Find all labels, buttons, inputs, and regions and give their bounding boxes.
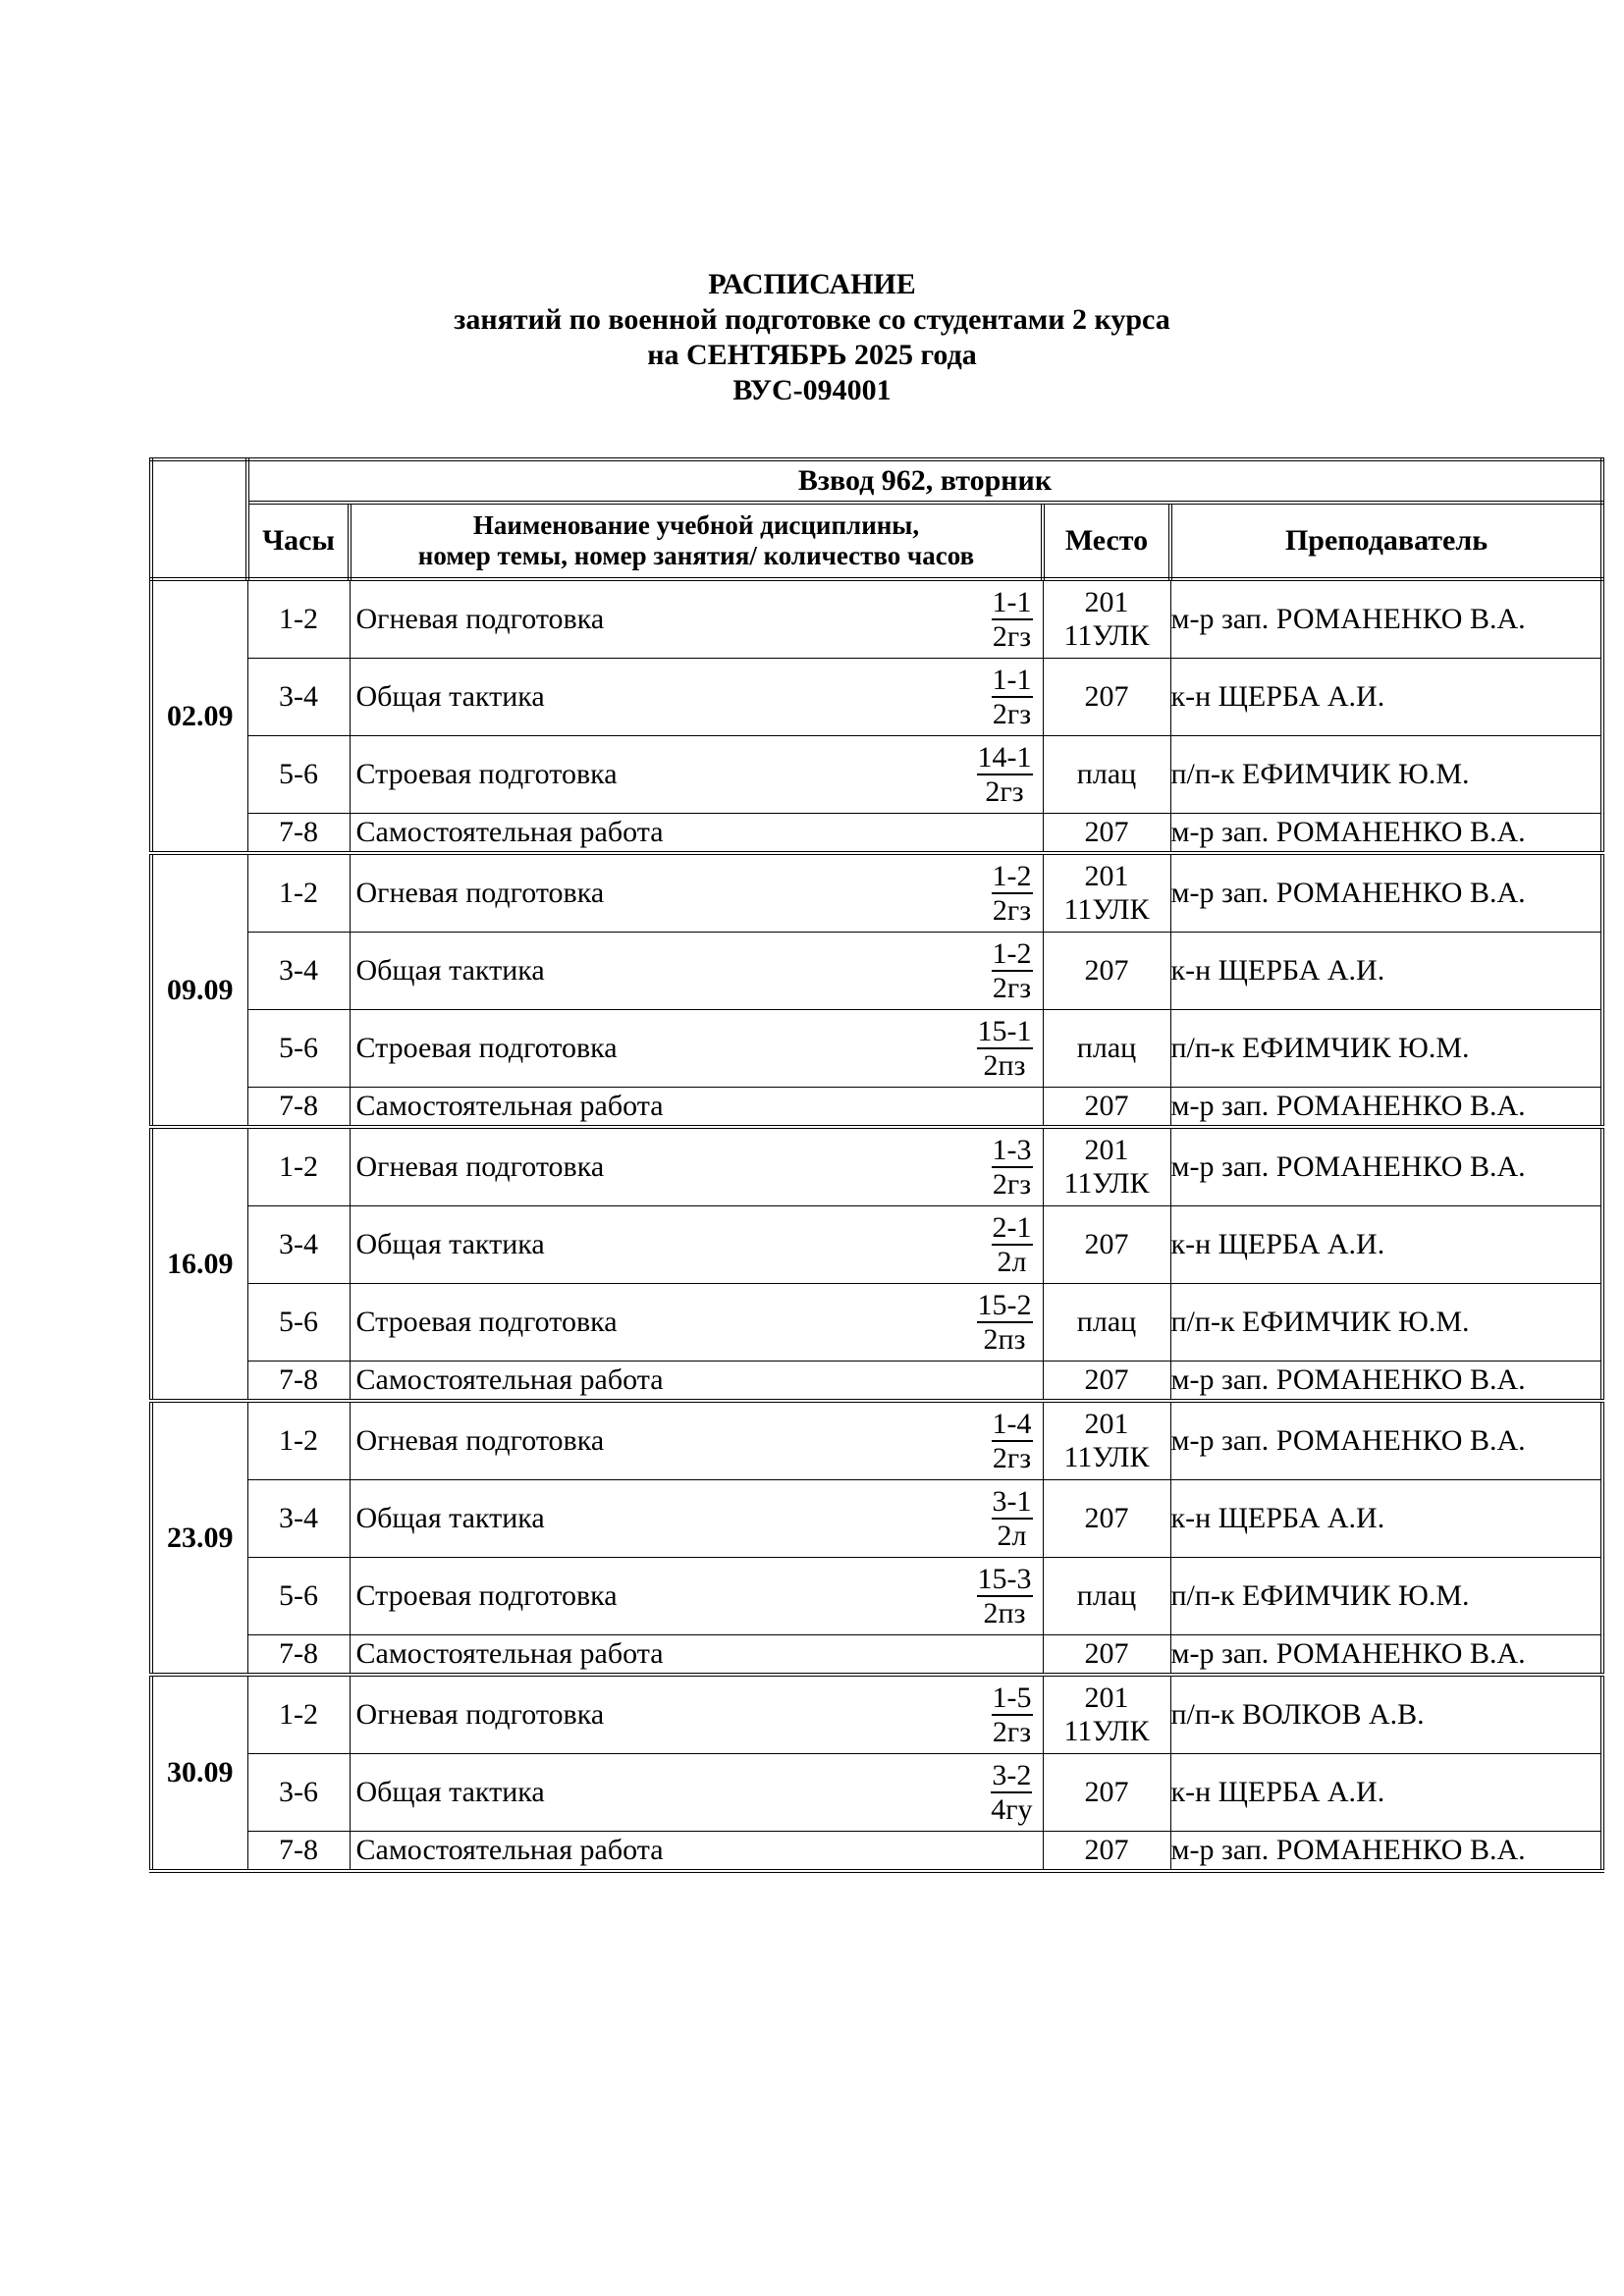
building-name: 11УЛК	[1063, 1167, 1150, 1200]
lesson-hours-type: 2гз	[985, 774, 1024, 808]
date-cell: 23.09	[151, 1401, 247, 1675]
table-row	[151, 736, 1602, 814]
date-cell: 02.09	[151, 579, 247, 853]
lesson-hours-type: 2гз	[992, 697, 1032, 730]
date-cell: 30.09	[151, 1675, 247, 1871]
room-number: 207	[1084, 1834, 1129, 1866]
date-cell: 16.09	[151, 1127, 247, 1401]
teacher-cell: п/п-к ВОЛКОВ А.В.	[1170, 1675, 1602, 1754]
topic-fraction	[992, 860, 1033, 928]
subject-name: Самостоятельная работа	[355, 1363, 664, 1396]
topic-fraction	[992, 586, 1033, 654]
hours-cell: 7-8	[247, 814, 350, 854]
hours-cell: 1-2	[247, 1675, 350, 1754]
topic-number: 15-2	[977, 1288, 1032, 1321]
place-cell	[1043, 659, 1170, 736]
building-name: 11УЛК	[1063, 1715, 1150, 1747]
subject-name: Самостоятельная работа	[355, 1090, 664, 1122]
room-number: 207	[1084, 816, 1129, 848]
room-number: 207	[1084, 954, 1129, 987]
teacher-cell: м-р зап. РОМАНЕНКО В.А.	[1170, 1127, 1602, 1206]
topic-fraction	[992, 1408, 1033, 1475]
table-row	[151, 1362, 1602, 1402]
subject-name: Строевая подготовка	[355, 758, 618, 790]
table-row	[151, 1635, 1602, 1676]
room-number: 207	[1084, 1502, 1129, 1534]
subject-header	[350, 503, 1043, 579]
subject-name: Огневая подготовка	[355, 877, 605, 909]
teacher-cell: к-н ЩЕРБА А.И.	[1170, 1754, 1602, 1832]
teacher-cell: м-р зап. РОМАНЕНКО В.А.	[1170, 814, 1602, 854]
place-cell	[1043, 814, 1170, 854]
topic-number: 2-1	[992, 1210, 1032, 1244]
teacher-cell: п/п-к ЕФИМЧИК Ю.М.	[1170, 736, 1602, 814]
building-name: 11УЛК	[1063, 619, 1150, 652]
lesson-hours-type: 2л	[997, 1519, 1027, 1552]
hours-cell: 1-2	[247, 853, 350, 933]
hours-cell: 5-6	[247, 1010, 350, 1088]
lesson-hours-type: 4гу	[991, 1792, 1033, 1826]
table-row	[151, 933, 1602, 1010]
topic-number: 14-1	[977, 740, 1032, 774]
document-specialty-code: ВУС-094001	[732, 374, 892, 406]
room-number: плац	[1076, 1579, 1137, 1612]
teacher-cell: п/п-к ЕФИМЧИК Ю.М.	[1170, 1558, 1602, 1635]
lesson-hours-type: 2пз	[983, 1322, 1026, 1356]
document-title: РАСПИСАНИЕ	[708, 268, 916, 300]
topic-number: 3-1	[992, 1484, 1032, 1518]
room-number: 207	[1084, 680, 1129, 713]
hours-cell: 7-8	[247, 1088, 350, 1128]
lesson-hours-type: 2пз	[983, 1596, 1026, 1629]
hours-cell: 5-6	[247, 736, 350, 814]
room-number: 207	[1084, 1228, 1129, 1260]
topic-number: 1-2	[992, 936, 1032, 970]
table-row	[151, 1754, 1602, 1832]
table-row	[151, 579, 1602, 659]
hours-cell: 1-2	[247, 1127, 350, 1206]
room-number: плац	[1076, 1032, 1137, 1064]
topic-fraction	[991, 1759, 1032, 1827]
hours-cell: 3-4	[247, 1206, 350, 1284]
hours-cell: 3-4	[247, 659, 350, 736]
lesson-hours-type: 2пз	[983, 1048, 1026, 1082]
place-header: Место	[1043, 503, 1170, 579]
teacher-cell: п/п-к ЕФИМЧИК Ю.М.	[1170, 1010, 1602, 1088]
teacher-cell: м-р зап. РОМАНЕНКО В.А.	[1170, 1088, 1602, 1128]
teacher-cell: м-р зап. РОМАНЕНКО В.А.	[1170, 579, 1602, 659]
subject-name: Общая тактика	[355, 1228, 545, 1260]
lesson-hours-type: 2гз	[992, 1441, 1032, 1474]
table-row	[151, 1088, 1602, 1128]
topic-number: 1-1	[992, 585, 1032, 618]
room-number: 201	[1084, 1408, 1129, 1440]
place-cell	[1043, 1480, 1170, 1558]
place-cell	[1043, 1675, 1170, 1754]
table-row	[151, 1284, 1602, 1362]
subject-name: Общая тактика	[355, 1776, 545, 1808]
room-number: плац	[1076, 758, 1137, 790]
teacher-cell: м-р зап. РОМАНЕНКО В.А.	[1170, 853, 1602, 933]
teacher-cell: к-н ЩЕРБА А.И.	[1170, 1206, 1602, 1284]
subject-cell	[350, 1401, 1043, 1480]
table-row	[151, 1832, 1602, 1872]
table-row	[151, 853, 1602, 933]
place-cell	[1043, 1284, 1170, 1362]
subject-name: Общая тактика	[355, 1502, 545, 1534]
subject-cell	[350, 1284, 1043, 1362]
subject-cell	[350, 1635, 1043, 1676]
table-row	[151, 1010, 1602, 1088]
subject-cell	[350, 1127, 1043, 1206]
table-row	[151, 1480, 1602, 1558]
document-period: на СЕНТЯБРЬ 2025 года	[647, 339, 977, 371]
place-cell	[1043, 853, 1170, 933]
subject-name: Огневая подготовка	[355, 1150, 605, 1183]
topic-number: 1-5	[992, 1681, 1032, 1714]
topic-fraction	[992, 1134, 1033, 1201]
lesson-hours-type: 2гз	[992, 893, 1032, 927]
subject-header-line2: номер темы, номер занятия/ количество часов	[417, 541, 975, 570]
table-row	[151, 1401, 1602, 1480]
teacher-cell: м-р зап. РОМАНЕНКО В.А.	[1170, 1401, 1602, 1480]
teacher-cell: к-н ЩЕРБА А.И.	[1170, 659, 1602, 736]
topic-number: 1-3	[992, 1133, 1032, 1166]
room-number: 201	[1084, 1134, 1129, 1166]
teacher-cell: к-н ЩЕРБА А.И.	[1170, 1480, 1602, 1558]
place-cell	[1043, 1832, 1170, 1872]
table-row	[151, 659, 1602, 736]
building-name: 11УЛК	[1063, 1441, 1150, 1473]
teacher-cell: к-н ЩЕРБА А.И.	[1170, 933, 1602, 1010]
subject-name: Общая тактика	[355, 954, 545, 987]
topic-number: 1-2	[992, 859, 1032, 892]
room-number: 207	[1084, 1090, 1129, 1122]
subject-cell	[350, 1362, 1043, 1402]
topic-fraction	[977, 1015, 1033, 1083]
topic-number: 15-3	[977, 1562, 1032, 1595]
document-subtitle: занятий по военной подготовке со студентами 2 курса	[454, 303, 1170, 336]
table-row	[151, 814, 1602, 854]
lesson-hours-type: 2гз	[992, 1167, 1032, 1201]
subject-cell	[350, 579, 1043, 659]
topic-fraction	[992, 1682, 1033, 1749]
teacher-cell: м-р зап. РОМАНЕНКО В.А.	[1170, 1362, 1602, 1402]
schedule-body	[151, 579, 1602, 1871]
teacher-header: Преподаватель	[1170, 503, 1602, 579]
topic-fraction	[992, 664, 1033, 731]
subject-cell	[350, 736, 1043, 814]
place-cell	[1043, 1010, 1170, 1088]
topic-fraction	[977, 1289, 1033, 1357]
lesson-hours-type: 2гз	[992, 1715, 1032, 1748]
place-cell	[1043, 1754, 1170, 1832]
date-header-empty	[151, 459, 247, 579]
subject-cell	[350, 933, 1043, 1010]
hours-header: Часы	[247, 503, 350, 579]
subject-cell	[350, 1675, 1043, 1754]
lesson-hours-type: 2л	[997, 1245, 1027, 1278]
subject-name: Общая тактика	[355, 680, 545, 713]
hours-cell: 1-2	[247, 579, 350, 659]
place-cell	[1043, 1206, 1170, 1284]
teacher-cell: п/п-к ЕФИМЧИК Ю.М.	[1170, 1284, 1602, 1362]
place-cell	[1043, 1088, 1170, 1128]
room-number: 207	[1084, 1776, 1129, 1808]
hours-cell: 7-8	[247, 1635, 350, 1676]
room-number: 201	[1084, 1682, 1129, 1714]
table-row	[151, 1558, 1602, 1635]
hours-cell: 5-6	[247, 1558, 350, 1635]
teacher-cell: м-р зап. РОМАНЕНКО В.А.	[1170, 1635, 1602, 1676]
platoon-header: Взвод 962, вторник	[247, 459, 1602, 503]
document-title-block	[0, 267, 1624, 408]
room-number: 207	[1084, 1637, 1129, 1670]
hours-cell: 1-2	[247, 1401, 350, 1480]
topic-fraction	[977, 1563, 1033, 1630]
subject-name: Строевая подготовка	[355, 1579, 618, 1612]
subject-cell	[350, 1832, 1043, 1872]
place-cell	[1043, 579, 1170, 659]
subject-cell	[350, 1480, 1043, 1558]
place-cell	[1043, 933, 1170, 1010]
subject-name: Огневая подготовка	[355, 603, 605, 635]
subject-cell	[350, 1088, 1043, 1128]
hours-cell: 3-6	[247, 1754, 350, 1832]
hours-cell: 3-4	[247, 933, 350, 1010]
table-row	[151, 1206, 1602, 1284]
table-row	[151, 1127, 1602, 1206]
subject-cell	[350, 659, 1043, 736]
subject-name: Самостоятельная работа	[355, 1637, 664, 1670]
hours-cell: 7-8	[247, 1362, 350, 1402]
place-cell	[1043, 1401, 1170, 1480]
topic-fraction	[992, 1485, 1033, 1553]
lesson-hours-type: 2гз	[992, 619, 1032, 653]
topic-number: 1-1	[992, 663, 1032, 696]
room-number: 201	[1084, 860, 1129, 892]
subject-cell	[350, 814, 1043, 854]
subject-name: Строевая подготовка	[355, 1032, 618, 1064]
topic-fraction	[992, 937, 1033, 1005]
room-number: 201	[1084, 586, 1129, 618]
hours-cell: 7-8	[247, 1832, 350, 1872]
place-cell	[1043, 1635, 1170, 1676]
place-cell	[1043, 1127, 1170, 1206]
subject-cell	[350, 1206, 1043, 1284]
room-number: плац	[1076, 1306, 1137, 1338]
subject-cell	[350, 1558, 1043, 1635]
hours-cell: 5-6	[247, 1284, 350, 1362]
subject-name: Огневая подготовка	[355, 1698, 605, 1731]
table-row	[151, 1675, 1602, 1754]
subject-name: Огневая подготовка	[355, 1424, 605, 1457]
subject-cell	[350, 1010, 1043, 1088]
subject-name: Самостоятельная работа	[355, 1834, 664, 1866]
topic-number: 1-4	[992, 1407, 1032, 1440]
teacher-cell: м-р зап. РОМАНЕНКО В.А.	[1170, 1832, 1602, 1872]
subject-header-line1: Наименование учебной дисциплины,	[472, 510, 920, 540]
room-number: 207	[1084, 1363, 1129, 1396]
schedule-table	[149, 457, 1604, 1873]
building-name: 11УЛК	[1063, 893, 1150, 926]
hours-cell: 3-4	[247, 1480, 350, 1558]
subject-name: Самостоятельная работа	[355, 816, 664, 848]
topic-fraction	[992, 1211, 1033, 1279]
lesson-hours-type: 2гз	[992, 971, 1032, 1004]
subject-name: Строевая подготовка	[355, 1306, 618, 1338]
subject-cell	[350, 1754, 1043, 1832]
topic-number: 3-2	[992, 1758, 1032, 1791]
place-cell	[1043, 1558, 1170, 1635]
topic-fraction	[977, 741, 1033, 809]
subject-cell	[350, 853, 1043, 933]
topic-number: 15-1	[977, 1014, 1032, 1047]
place-cell	[1043, 1362, 1170, 1402]
date-cell: 09.09	[151, 853, 247, 1127]
place-cell	[1043, 736, 1170, 814]
